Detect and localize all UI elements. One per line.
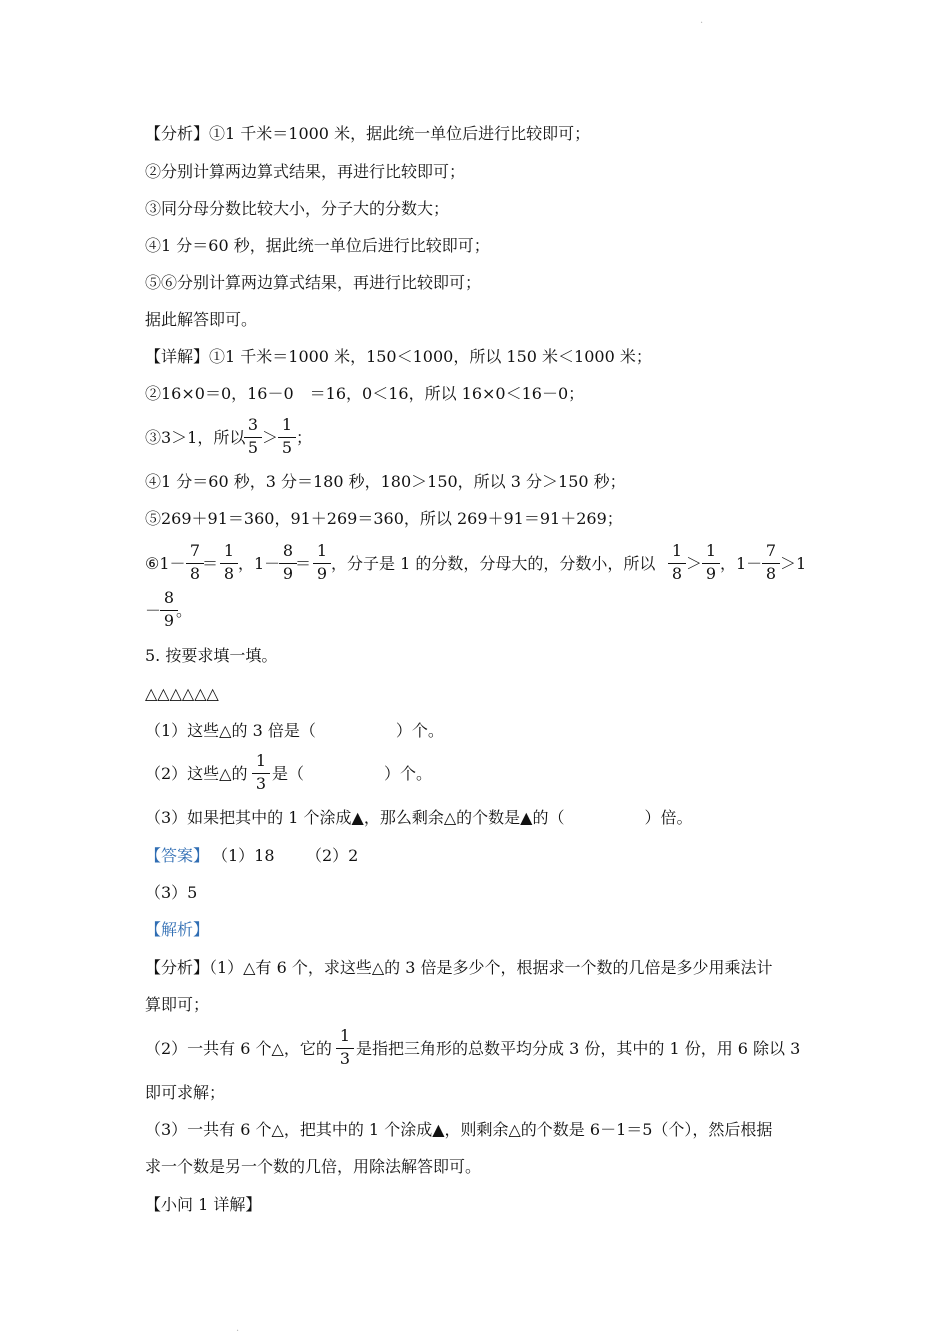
fraction-one-fifth [278, 416, 296, 459]
numerator: 8 [163, 588, 175, 607]
line6-eq2: ＝ [295, 554, 312, 573]
denominator: 3 [255, 774, 267, 793]
analysis2-line-3-suffix: 是指把三角形的总数平均分成 3 份，其中的 1 份，用 6 除以 3 [356, 1039, 801, 1058]
question-5-3: （3）如果把其中的 1 个涂成▲，那么剩余△的个数是▲的（ ）倍。 [145, 808, 693, 827]
fraction-one-ninth [313, 542, 331, 585]
scan-dot: · [700, 18, 704, 29]
detail-line-4: ④1 分＝60 秒，3 分＝180 秒，180＞150，所以 3 分＞150 秒； [145, 472, 626, 491]
analysis2-line-3-prefix: （2）一共有 6 个△，它的 [145, 1039, 332, 1058]
numerator: 3 [247, 415, 259, 434]
gt-sign: ＞ [262, 428, 279, 447]
answer-1: （1）18 [212, 846, 275, 865]
numerator: 1 [705, 541, 717, 560]
numerator: 1 [671, 541, 683, 560]
analysis-line-4: ④1 分＝60 秒，据此统一单位后进行比较即可； [145, 236, 490, 255]
denominator: 9 [316, 564, 328, 583]
line6-b: ，1－ [238, 554, 281, 573]
line6-a: ⑥1－ [145, 554, 186, 573]
answer-label: 【答案】 [145, 846, 210, 865]
question-5-title: 5. 按要求填一填。 [145, 646, 278, 665]
line6-c: ，分子是 1 的分数，分母大的，分数小，所以 [331, 554, 656, 573]
numerator: 7 [765, 541, 777, 560]
question-5-1: （1）这些△的 3 倍是（ ）个。 [145, 721, 444, 740]
sub-question-1-heading: 【小问 1 详解】 [145, 1195, 262, 1214]
detail-line-5: ⑤269＋91＝360，91＋269＝360，所以 269＋91＝91＋269； [145, 509, 623, 528]
denominator: 9 [705, 564, 717, 583]
denominator: 8 [671, 564, 683, 583]
denominator: 8 [189, 564, 201, 583]
line6-g: 。 [176, 601, 193, 620]
denominator: 5 [281, 438, 293, 457]
analysis2-line-6: 求一个数是另一个数的几倍，用除法解答即可。 [145, 1157, 482, 1176]
denominator: 9 [282, 564, 294, 583]
fraction-one-third [252, 752, 270, 795]
numerator: 1 [281, 415, 293, 434]
analysis-line-3: ③同分母分数比较大小，分子大的分数大； [145, 199, 450, 218]
line6-f: － [145, 601, 162, 620]
denominator: 8 [765, 564, 777, 583]
numerator: 1 [339, 1026, 351, 1045]
question-5-2-suffix: 是（ ）个。 [272, 764, 433, 783]
line6-eq1: ＝ [202, 554, 219, 573]
numerator: 1 [316, 541, 328, 560]
numerator: 1 [223, 541, 235, 560]
fraction-one-eighth [220, 542, 238, 585]
fraction-one-ninth-b [702, 542, 720, 585]
line6-e: ＞1 [780, 554, 807, 573]
line6-d: ，1－ [720, 554, 763, 573]
jiexi-label: 【解析】 [145, 920, 210, 939]
fraction-three-fifths [244, 416, 262, 459]
numerator: 7 [189, 541, 201, 560]
detail-line-3-prefix: ③3＞1，所以 [145, 428, 246, 447]
denominator: 3 [339, 1049, 351, 1068]
question-5-2-prefix: （2）这些△的 [145, 764, 248, 783]
semicolon: ； [296, 428, 313, 447]
fraction-one-eighth-b [668, 542, 686, 585]
analysis2-line-1: 【分析】（1）△有 6 个，求这些△的 3 倍是多少个，根据求一个数的几倍是多少用乘法计 [145, 958, 773, 977]
analysis-line-5: ⑤⑥分别计算两边算式结果，再进行比较即可； [145, 273, 482, 292]
fraction-one-third-b [336, 1027, 354, 1070]
numerator: 8 [282, 541, 294, 560]
fraction-seven-eighths-b [762, 542, 780, 585]
analysis2-line-2: 算即可； [145, 995, 210, 1014]
scan-dot: · [236, 1326, 240, 1337]
denominator: 5 [247, 438, 259, 457]
detail-line-2: ②16×0＝0，16－0 ＝16，0＜16，所以 16×0＜16－0； [145, 384, 585, 403]
analysis2-line-4: 即可求解； [145, 1083, 226, 1102]
triangles-row: △△△△△△ [145, 684, 219, 703]
denominator: 8 [223, 564, 235, 583]
analysis-line-6: 据此解答即可。 [145, 310, 258, 329]
answer-2: （2）2 [306, 846, 359, 865]
analysis2-line-5: （3）一共有 6 个△，把其中的 1 个涂成▲，则剩余△的个数是 6－1＝5（个），然后根据 [145, 1120, 773, 1139]
detail-line-1: 【详解】①1 千米＝1000 米，150＜1000，所以 150 米＜1000 米； [145, 347, 652, 366]
numerator: 1 [255, 751, 267, 770]
analysis-line-2: ②分别计算两边算式结果，再进行比较即可； [145, 162, 466, 181]
denominator: 9 [163, 611, 175, 630]
answer-3: （3）5 [145, 883, 198, 902]
line6-gt: ＞ [686, 554, 703, 573]
analysis-line-1: 【分析】①1 千米＝1000 米，据此统一单位后进行比较即可； [145, 124, 591, 143]
